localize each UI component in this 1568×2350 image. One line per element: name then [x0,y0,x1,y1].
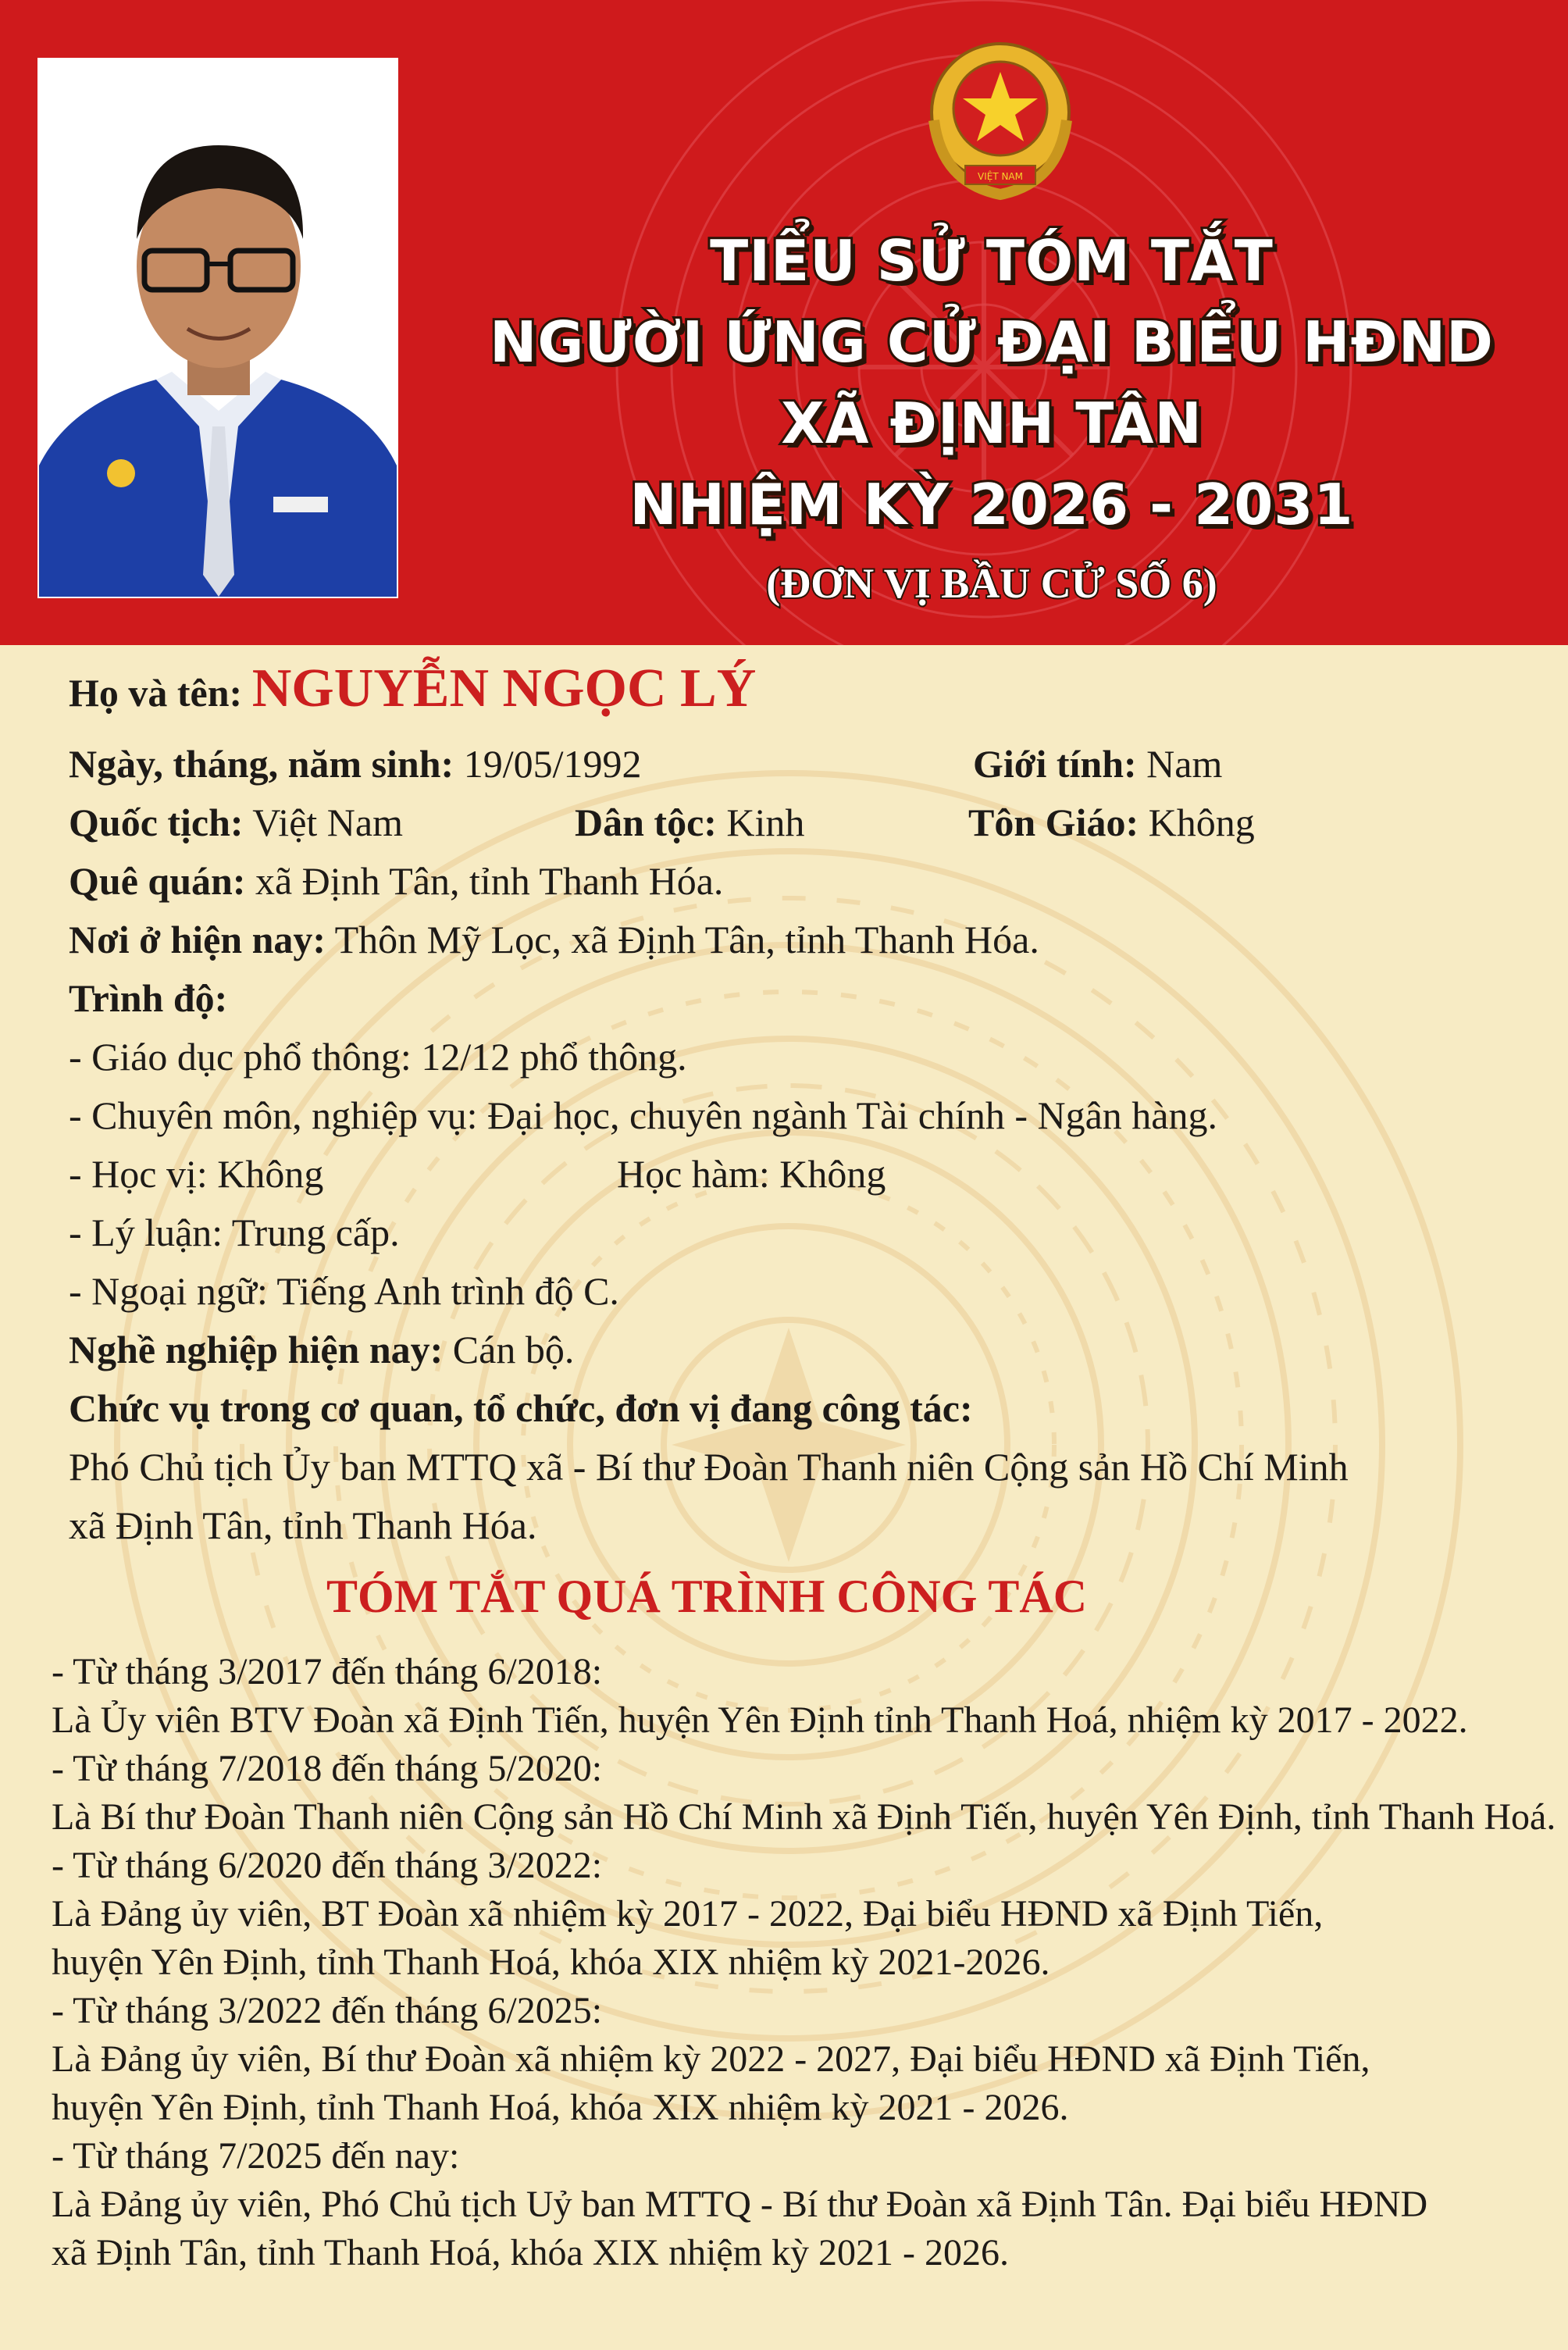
name-label: Họ và tên: [69,671,243,715]
occupation-label: Nghề nghiệp hiện nay: [69,1328,444,1371]
title-line-3: XÃ ĐỊNH TÂN [781,390,1203,456]
education-academic-title: Học hàm: Không [617,1152,886,1196]
education-foreign-language: - Ngoại ngữ: Tiếng Anh trình độ C. [69,1269,619,1313]
religion-label: Tôn Giáo: [968,801,1139,844]
emblem-text: VIỆT NAM [977,171,1024,182]
title-line-4: NHIỆM KỲ 2026 - 2031 [629,472,1354,537]
career-line: Là Ủy viên BTV Đoàn xã Định Tiến, huyện Yên Định tỉnh Thanh Hoá, nhiệm kỳ 2017 - 2022. [52,1699,1468,1741]
dob-label: Ngày, tháng, năm sinh: [69,742,454,786]
nationality-value: Việt Nam [252,801,403,844]
career-line: xã Định Tân, tỉnh Thanh Hoá, khóa XIX nhiệm kỳ 2021 - 2026. [52,2232,1010,2273]
position-line-2: xã Định Tân, tỉnh Thanh Hóa. [69,1503,537,1547]
education-professional: - Chuyên môn, nghiệp vụ: Đại học, chuyên ngành Tài chính - Ngân hàng. [69,1093,1217,1137]
ethnicity-label: Dân tộc: [575,801,717,844]
education-degree: - Học vị: Không [69,1152,324,1196]
career-line: - Từ tháng 3/2017 đến tháng 6/2018: [52,1651,603,1692]
career-line: - Từ tháng 7/2018 đến tháng 5/2020: [52,1748,603,1789]
education-general: - Giáo dục phổ thông: 12/12 phổ thông. [69,1035,687,1079]
career-section-title: TÓM TẮT QUÁ TRÌNH CÔNG TÁC [326,1571,1088,1622]
title-line-2: NGƯỜI ỨNG CỬ ĐẠI BIỂU HĐND [490,309,1494,375]
career-line: Là Bí thư Đoàn Thanh niên Cộng sản Hồ Chí Minh xã Định Tiến, huyện Yên Định, tỉnh Thanh Hoá. [52,1796,1556,1838]
nationality-row [69,799,403,846]
candidate-portrait [37,58,398,598]
gender-value: Nam [1146,742,1223,786]
career-line: Là Đảng ủy viên, Bí thư Đoàn xã nhiệm kỳ 2022 - 2027, Đại biểu HĐND xã Định Tiến, [52,2038,1370,2080]
education-label: Trình độ: [69,976,228,1020]
dob-row [69,740,642,787]
position-label: Chức vụ trong cơ quan, tổ chức, đơn vị đang công tác: [69,1386,973,1430]
nationality-label: Quốc tịch: [69,801,244,844]
gender-label: Giới tính: [973,742,1137,786]
ethnicity-value: Kinh [726,801,805,844]
religion-row [968,799,1255,846]
dob-value: 19/05/1992 [463,742,642,786]
hometown-value: xã Định Tân, tỉnh Thanh Hóa. [255,859,724,903]
ethnicity-row [575,799,804,846]
position-label-row [69,1385,973,1432]
hometown-row [69,858,723,904]
career-line: Là Đảng ủy viên, Phó Chủ tịch Uỷ ban MTTQ - Bí thư Đoàn xã Định Tân. Đại biểu HĐND [52,2184,1428,2225]
education-heading-row [69,975,227,1022]
gender-row [973,740,1222,787]
career-line: huyện Yên Định, tỉnh Thanh Hoá, khóa XIX nhiệm kỳ 2021 - 2026. [52,2087,1069,2128]
position-line-1: Phó Chủ tịch Ủy ban MTTQ xã - Bí thư Đoàn Thanh niên Cộng sản Hồ Chí Minh [69,1445,1349,1489]
name-row [69,658,757,719]
career-line: - Từ tháng 7/2025 đến nay: [52,2135,460,2177]
occupation-row [69,1326,574,1373]
header-banner [0,0,1568,645]
career-line: Là Đảng ủy viên, BT Đoàn xã nhiệm kỳ 2017 - 2022, Đại biểu HĐND xã Định Tiến, [52,1893,1324,1935]
candidate-name: NGUYỄN NGỌC LÝ [251,658,757,719]
career-line: - Từ tháng 6/2020 đến tháng 3/2022: [52,1845,603,1886]
residence-row [69,916,1039,963]
career-line: - Từ tháng 3/2022 đến tháng 6/2025: [52,1990,603,2031]
constituency-subtitle: (ĐƠN VỊ BẦU CỬ SỐ 6) [766,560,1217,607]
religion-value: Không [1148,801,1255,844]
hometown-label: Quê quán: [69,859,246,903]
career-line: huyện Yên Định, tỉnh Thanh Hoá, khóa XIX nhiệm kỳ 2021-2026. [52,1942,1050,1983]
title-line-1: TIỂU SỬ TÓM TẮT [710,228,1274,294]
residence-label: Nơi ở hiện nay: [69,918,326,961]
education-political-theory: - Lý luận: Trung cấp. [69,1211,400,1254]
occupation-value: Cán bộ. [452,1328,575,1371]
residence-value: Thôn Mỹ Lọc, xã Định Tân, tỉnh Thanh Hóa. [334,918,1039,961]
national-emblem-icon [918,34,1082,202]
